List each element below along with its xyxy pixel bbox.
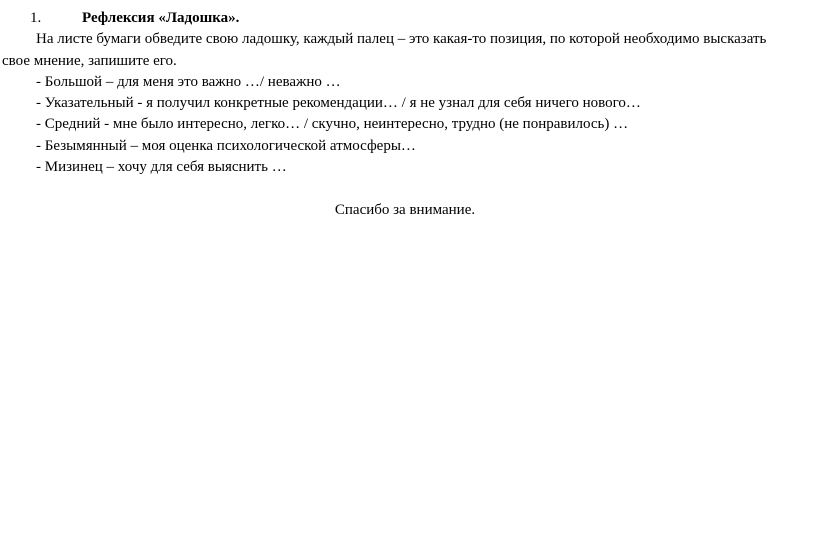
list-item: - Большой – для меня это важно …/ неважно …	[36, 73, 341, 90]
list-item: - Безымянный – моя оценка психологической атмосферы…	[36, 137, 416, 154]
heading-line	[0, 8, 816, 29]
list-item: - Указательный - я получил конкретные рекомендации… / я не узнал для себя ничего нового…	[36, 95, 641, 112]
vertical-spacer	[0, 178, 816, 200]
paragraph-line-1: На листе бумаги обведите свою ладошку, каждый палец – это какая-то позиция, по которой необходимо высказать	[36, 31, 767, 48]
heading-number: 1.	[30, 10, 42, 26]
list-item: - Средний - мне было интересно, легко… / скучно, неинтересно, трудно (не понравилось) …	[36, 116, 629, 133]
document-body	[0, 8, 816, 222]
closing-line: Спасибо за внимание.	[334, 202, 476, 219]
list-item: - Мизинец – хочу для себя выяснить …	[36, 159, 287, 176]
heading-title: Рефлексия «Ладошка».	[82, 10, 240, 26]
paragraph-line-2: свое мнение, запишите его.	[2, 52, 177, 69]
